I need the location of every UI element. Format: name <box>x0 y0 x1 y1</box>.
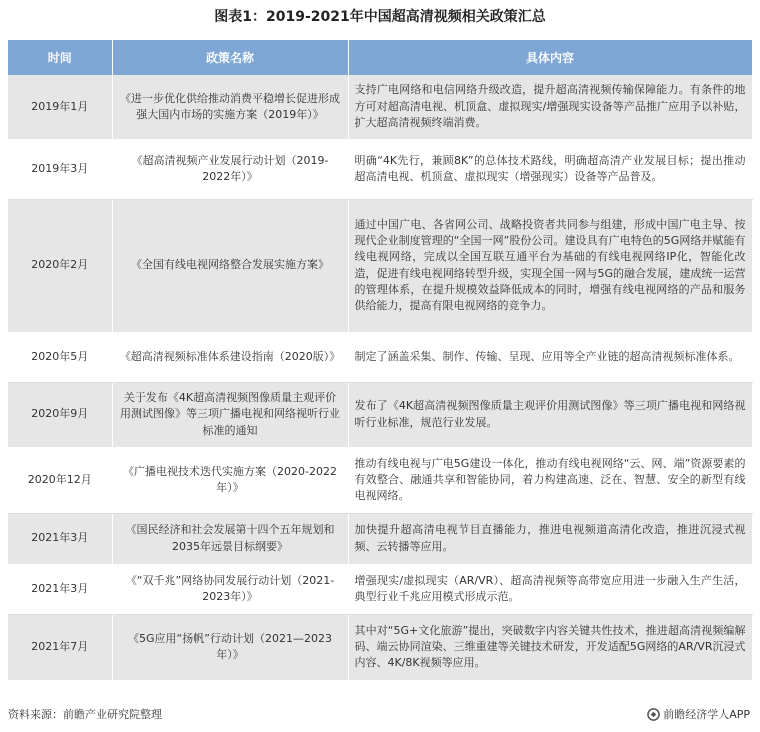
table-row <box>8 614 752 680</box>
cell-policy-name: 《超高清视频产业发展行动计划（2019-2022年）》 <box>112 139 348 199</box>
chart-title: 图表1：2019-2021年中国超高清视频相关政策汇总 <box>214 9 546 25</box>
table-row <box>8 139 752 199</box>
cell-content: 增强现实/虚拟现实（AR/VR）、超高清视频等高带宽应用进一步融入生产生活，典型行业千兆应用模式形成示范。 <box>348 564 752 614</box>
table-header-row <box>8 40 752 75</box>
cell-policy-name: 《超高清视频标准体系建设指南（2020版）》 <box>112 332 348 382</box>
header-time: 时间 <box>8 40 112 75</box>
table-row <box>8 513 752 564</box>
cell-content: 制定了涵盖采集、制作、传输、呈现、应用等全产业链的超高清视频标准体系。 <box>348 332 752 382</box>
cell-policy-name: 《5G应用“扬帆”行动计划（2021—2023年）》 <box>112 614 348 680</box>
cell-time: 2020年12月 <box>8 447 112 513</box>
table-row <box>8 199 752 332</box>
cell-content: 推动有线电视与广电5G建设一体化，推动有线电视网络“云、网、端”资源要素的有效整合、融通共享和智能协同，着力构建高速、泛在、智慧、安全的新型有线电视网络。 <box>348 447 752 513</box>
cell-policy-name: 《进一步优化供给推动消费平稳增长促进形成强大国内市场的实施方案（2019年）》 <box>112 75 348 139</box>
cell-time: 2021年7月 <box>8 614 112 680</box>
cell-content: 明确“4K先行，兼顾8K”的总体技术路线，明确超高清产业发展目标；提出推动超高清电视、机顶盒、虚拟现实（增强现实）设备等产品普及。 <box>348 139 752 199</box>
qianzhan-logo-icon <box>647 708 660 721</box>
cell-time: 2019年1月 <box>8 75 112 139</box>
cell-time: 2020年5月 <box>8 332 112 382</box>
cell-time: 2020年9月 <box>8 382 112 447</box>
cell-time: 2021年3月 <box>8 513 112 564</box>
cell-content: 发布了《4K超高清视频图像质量主观评价用测试图像》等三项广播电视和网络视听行业标准，规范行业发展。 <box>348 382 752 447</box>
cell-policy-name: 《广播电视技术迭代实施方案（2020-2022年）》 <box>112 447 348 513</box>
header-content: 具体内容 <box>348 40 752 75</box>
policy-table <box>8 40 753 681</box>
cell-policy-name: 《“双千兆”网络协同发展行动计划（2021-2023年）》 <box>112 564 348 614</box>
table-row <box>8 382 752 447</box>
table-row <box>8 75 752 139</box>
table-row <box>8 564 752 614</box>
source-note: 资料来源：前瞻产业研究院整理 <box>8 708 162 721</box>
cell-policy-name: 《国民经济和社会发展第十四个五年规划和2035年远景目标纲要》 <box>112 513 348 564</box>
cell-time: 2021年3月 <box>8 564 112 614</box>
brand-name: 前瞻经济学人APP <box>663 708 750 721</box>
cell-content: 通过中国广电、各省网公司、战略投资者共同参与组建，形成中国广电主导、按现代企业制度管理的“全国一网”股份公司。建设具有广电特色的5G网络并赋能有线电视网络，完成以全国互联互通平台为基础的有线电视网络IP化，智能化改造，促进有线电视网络转型升级，实现全国一网与5G的融合发展，建成统一运营的管理体系，在提升规模效益降低成本的同时，增强有线电视网络的产品和服务供给能力，提高有限电视网络的竞争力。 <box>348 199 752 332</box>
cell-content: 支持广电网络和电信网络升级改造，提升超高清视频传输保障能力。有条件的地方可对超高清电视、机顶盒、虚拟现实/增强现实设备等产品推广应用予以补贴，扩大超高清视频终端消费。 <box>348 75 752 139</box>
cell-content: 加快提升超高清电视节目直播能力，推进电视频道高清化改造，推进沉浸式视频、云转播等应用。 <box>348 513 752 564</box>
cell-content: 其中对“5G+文化旅游”提出，突破数字内容关键共性技术，推进超高清视频编解码、端云协同渲染、三维重建等关键技术研发，开发适配5G网络的AR/VR沉浸式内容、4K/8K视频等应用。 <box>348 614 752 680</box>
cell-policy-name: 《全国有线电视网络整合发展实施方案》 <box>112 199 348 332</box>
cell-time: 2020年2月 <box>8 199 112 332</box>
table-row <box>8 332 752 382</box>
header-policy-name: 政策名称 <box>112 40 348 75</box>
table-row <box>8 447 752 513</box>
cell-time: 2019年3月 <box>8 139 112 199</box>
cell-policy-name: 关于发布《4K超高清视频图像质量主观评价用测试图像》等三项广播电视和网络视听行业标准的通知 <box>112 382 348 447</box>
brand-credit <box>647 706 750 722</box>
